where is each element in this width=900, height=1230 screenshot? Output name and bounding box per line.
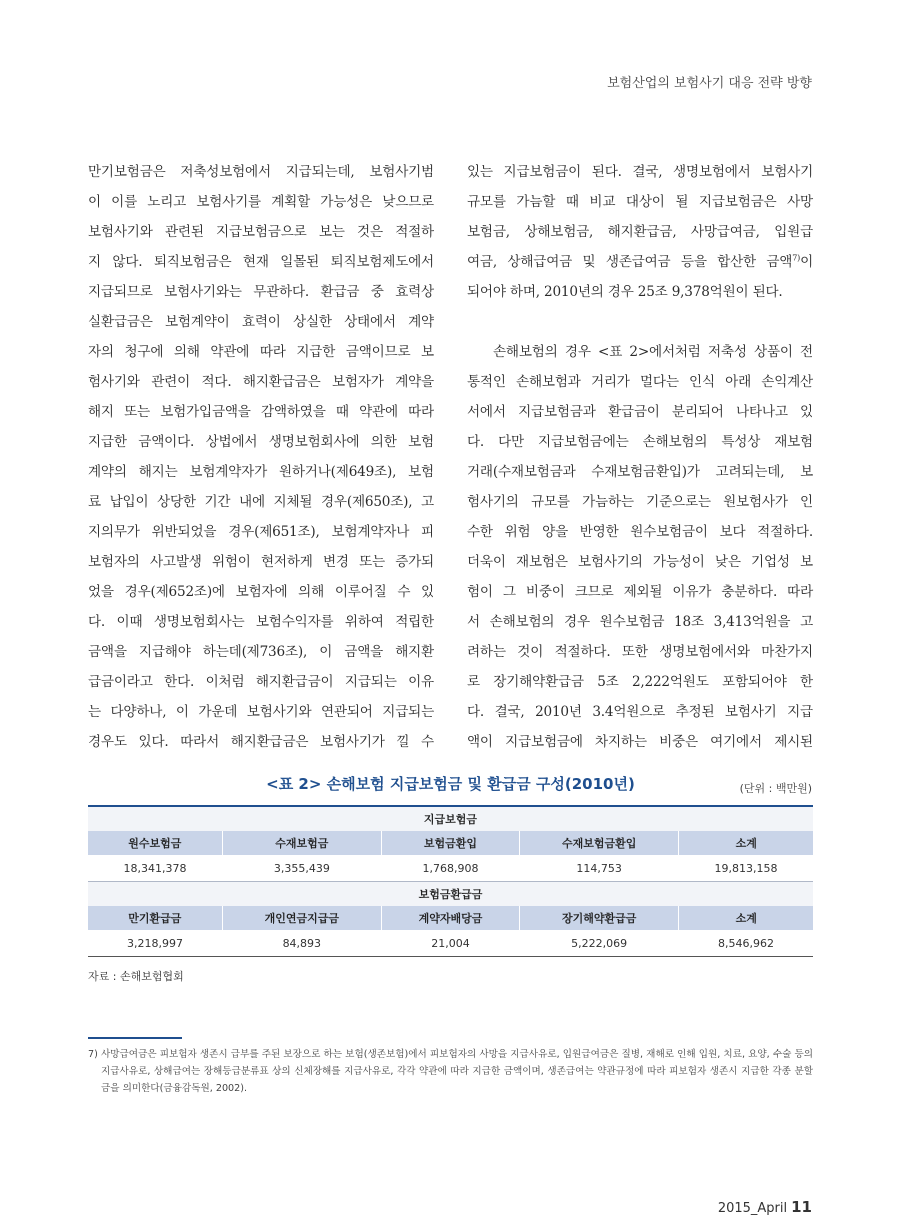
table-cell: 3,218,997 [88,930,222,957]
text-line: 자의 청구에 의해 약관에 따라 지급한 금액이므로 보 [88,344,434,360]
text-line: 지급한 금액이다. 상법에서 생명보험회사에 의한 보험 [88,434,434,450]
text-line: 지의무가 위반되었을 경우(제651조), 보험계약자나 피 [88,524,434,540]
footnote-number: 7) [88,1049,98,1060]
group-header-claims: 지급보험금 [88,806,813,831]
text-line: 보험금, 상해보험금, 해지환급금, 사망급여금, 입원급 [467,224,813,240]
text-line: 금액을 지급해야 하는데(제736조), 이 금액을 해지환 [88,644,434,660]
right-column [467,157,813,757]
footnote-divider [88,1037,182,1039]
text-line: 있는 지급보험금이 된다. 결국, 생명보험에서 보험사기 [467,164,813,180]
text-line: 급금이라고 한다. 이처럼 해지환급금이 지급되는 이유 [88,674,434,690]
page-number: 11 [791,1198,812,1216]
table-cell: 114,753 [519,855,679,882]
text-line: 통적인 손해보험과 거리가 멀다는 인식 아래 손익계산 [467,374,813,390]
column-header: 개인연금지급금 [222,906,382,930]
text-line: 는 다양하나, 이 가운데 보험사기와 연관되어 지급되는 [88,704,434,720]
column-header: 보험금환입 [382,831,520,855]
body-text [88,157,813,757]
text-line: 규모를 가늠할 때 비교 대상이 될 지급보험금은 사망 [467,194,813,210]
running-title: 보험산업의 보험사기 대응 전략 방향 [607,76,812,91]
text-line: 다. 결국, 2010년 3.4억원으로 추정된 보험사기 지급 [467,704,813,720]
table-title: <표 2> 손해보험 지급보험금 및 환급금 구성(2010년) [266,775,635,793]
table-cell: 21,004 [382,930,520,957]
text-line: 보험자의 사고발생 위험이 현저하게 변경 또는 증가되 [88,554,434,570]
text-line: 이 이를 노리고 보험사기를 계획할 가능성은 낮으므로 [88,194,434,210]
footnote [88,1046,813,1097]
column-header: 장기해약환급금 [519,906,679,930]
text-line: 험이 그 비중이 크므로 제외될 이유가 충분하다. 따라 [467,584,813,600]
text-line: 로 장기해약환급금 5조 2,222억원도 포함되어야 한 [467,674,813,690]
text-line: 지 않다. 퇴직보험금은 현재 일몰된 퇴직보험제도에서 [88,254,434,270]
column-header: 소계 [679,906,813,930]
group-header-refunds: 보험금환급금 [88,882,813,907]
text-line: 었을 경우(제652조)에 보험자에 의해 이루어질 수 있 [88,584,434,600]
column-header: 소계 [679,831,813,855]
text-line: 지급되므로 보험사기와는 무관하다. 환급금 중 효력상 [88,284,434,300]
text-line: 액이 지급보험금에 차지하는 비중은 여기에서 제시된 [467,734,813,750]
table-source: 자료 : 손해보험협회 [88,970,184,983]
text-line: 손해보험의 경우 <표 2>에서처럼 저축성 상품이 전 [493,344,813,360]
text-line: 료 납입이 상당한 기간 내에 지체될 경우(제650조), 고 [88,494,434,510]
text-line: 다. 다만 지급보험금에는 손해보험의 특성상 재보험 [467,434,813,450]
text-line: 험사기의 규모를 가늠하는 기준으로는 원보험사가 인 [467,494,813,510]
text-line: 서에서 지급보험금과 환급금이 분리되어 나타나고 있 [467,404,813,420]
table-cell: 3,355,439 [222,855,382,882]
text-line: 보험사기와 관련된 지급보험금으로 보는 것은 적절하 [88,224,434,240]
column-header: 수재보험금환입 [519,831,679,855]
page-footer [718,1198,812,1216]
table-cell: 1,768,908 [382,855,520,882]
text-line: 계약의 해지는 보험계약자가 원하거나(제649조), 보험 [88,464,434,480]
text-line: 경우도 있다. 따라서 해지환급금은 보험사기가 낄 수 [88,734,434,750]
column-header: 계약자배당금 [382,906,520,930]
table-cell: 5,222,069 [519,930,679,957]
issue-label: 2015_April [717,1201,788,1216]
text-line: 더욱이 재보험은 보험사기의 가능성이 낮은 기업성 보 [467,554,813,570]
claims-table [88,805,813,957]
text-line: 험사기와 관련이 적다. 해지환급금은 보험자가 계약을 [88,374,434,390]
text-line: 되어야 하며, 2010년의 경우 25조 9,378억원이 된다. [467,284,783,300]
column-header: 원수보험금 [88,831,222,855]
text-line: 실환급금은 보험계약이 효력이 상실한 상태에서 계약 [88,314,434,330]
text-line: 서 손해보험의 경우 원수보험금 18조 3,413억원을 고 [467,614,813,630]
table-cell: 84,893 [222,930,382,957]
text-line: 다. 이때 생명보험회사는 보험수익자를 위하여 적립한 [88,614,434,630]
text-line: 려하는 것이 적절하다. 또한 생명보험에서와 마찬가지 [467,644,813,660]
column-header: 만기환급금 [88,906,222,930]
text-line: 거래(수재보험금과 수재보험금환입)가 고려되는데, 보 [467,464,813,480]
table-cell: 18,341,378 [88,855,222,882]
text-line: 해지 또는 보험가입금액을 감액하였을 때 약관에 따라 [88,404,434,420]
column-header: 수재보험금 [222,831,382,855]
text-line: 수한 위험 양을 반영한 원수보험금이 보다 적절하다. [467,524,813,540]
text-line: 여금, 상해급여금 및 생존급여금 등을 합산한 금액$^{7)}$이 [467,253,813,270]
footnote-text: 사망급여금은 피보험자 생존시 급부를 주된 보장으로 하는 보험(생존보험)에서 피보험자의 사망을 지급사유로, 입원급여금은 질병, 재해로 인해 입원, 치료, 요양, 수술 등의 지급사유로, 상해급여는 장해등급분류표 상의 신체장해를 지급사유로, 각각 약관에 따라 지급한 금액이며, 생존급여는 약관규정에 따라 피보험자 생존시 지급한 각종 분할금을 의미한다(금융감독원, 2002). [101,1049,813,1094]
table-unit: (단위 : 백만원) [739,782,812,795]
table-cell: 8,546,962 [679,930,813,957]
text-line: 만기보험금은 저축성보험에서 지급되는데, 보험사기범 [88,164,434,180]
table-cell: 19,813,158 [679,855,813,882]
left-column [88,157,434,757]
footnote-ref[interactable]: 7) [792,253,801,263]
